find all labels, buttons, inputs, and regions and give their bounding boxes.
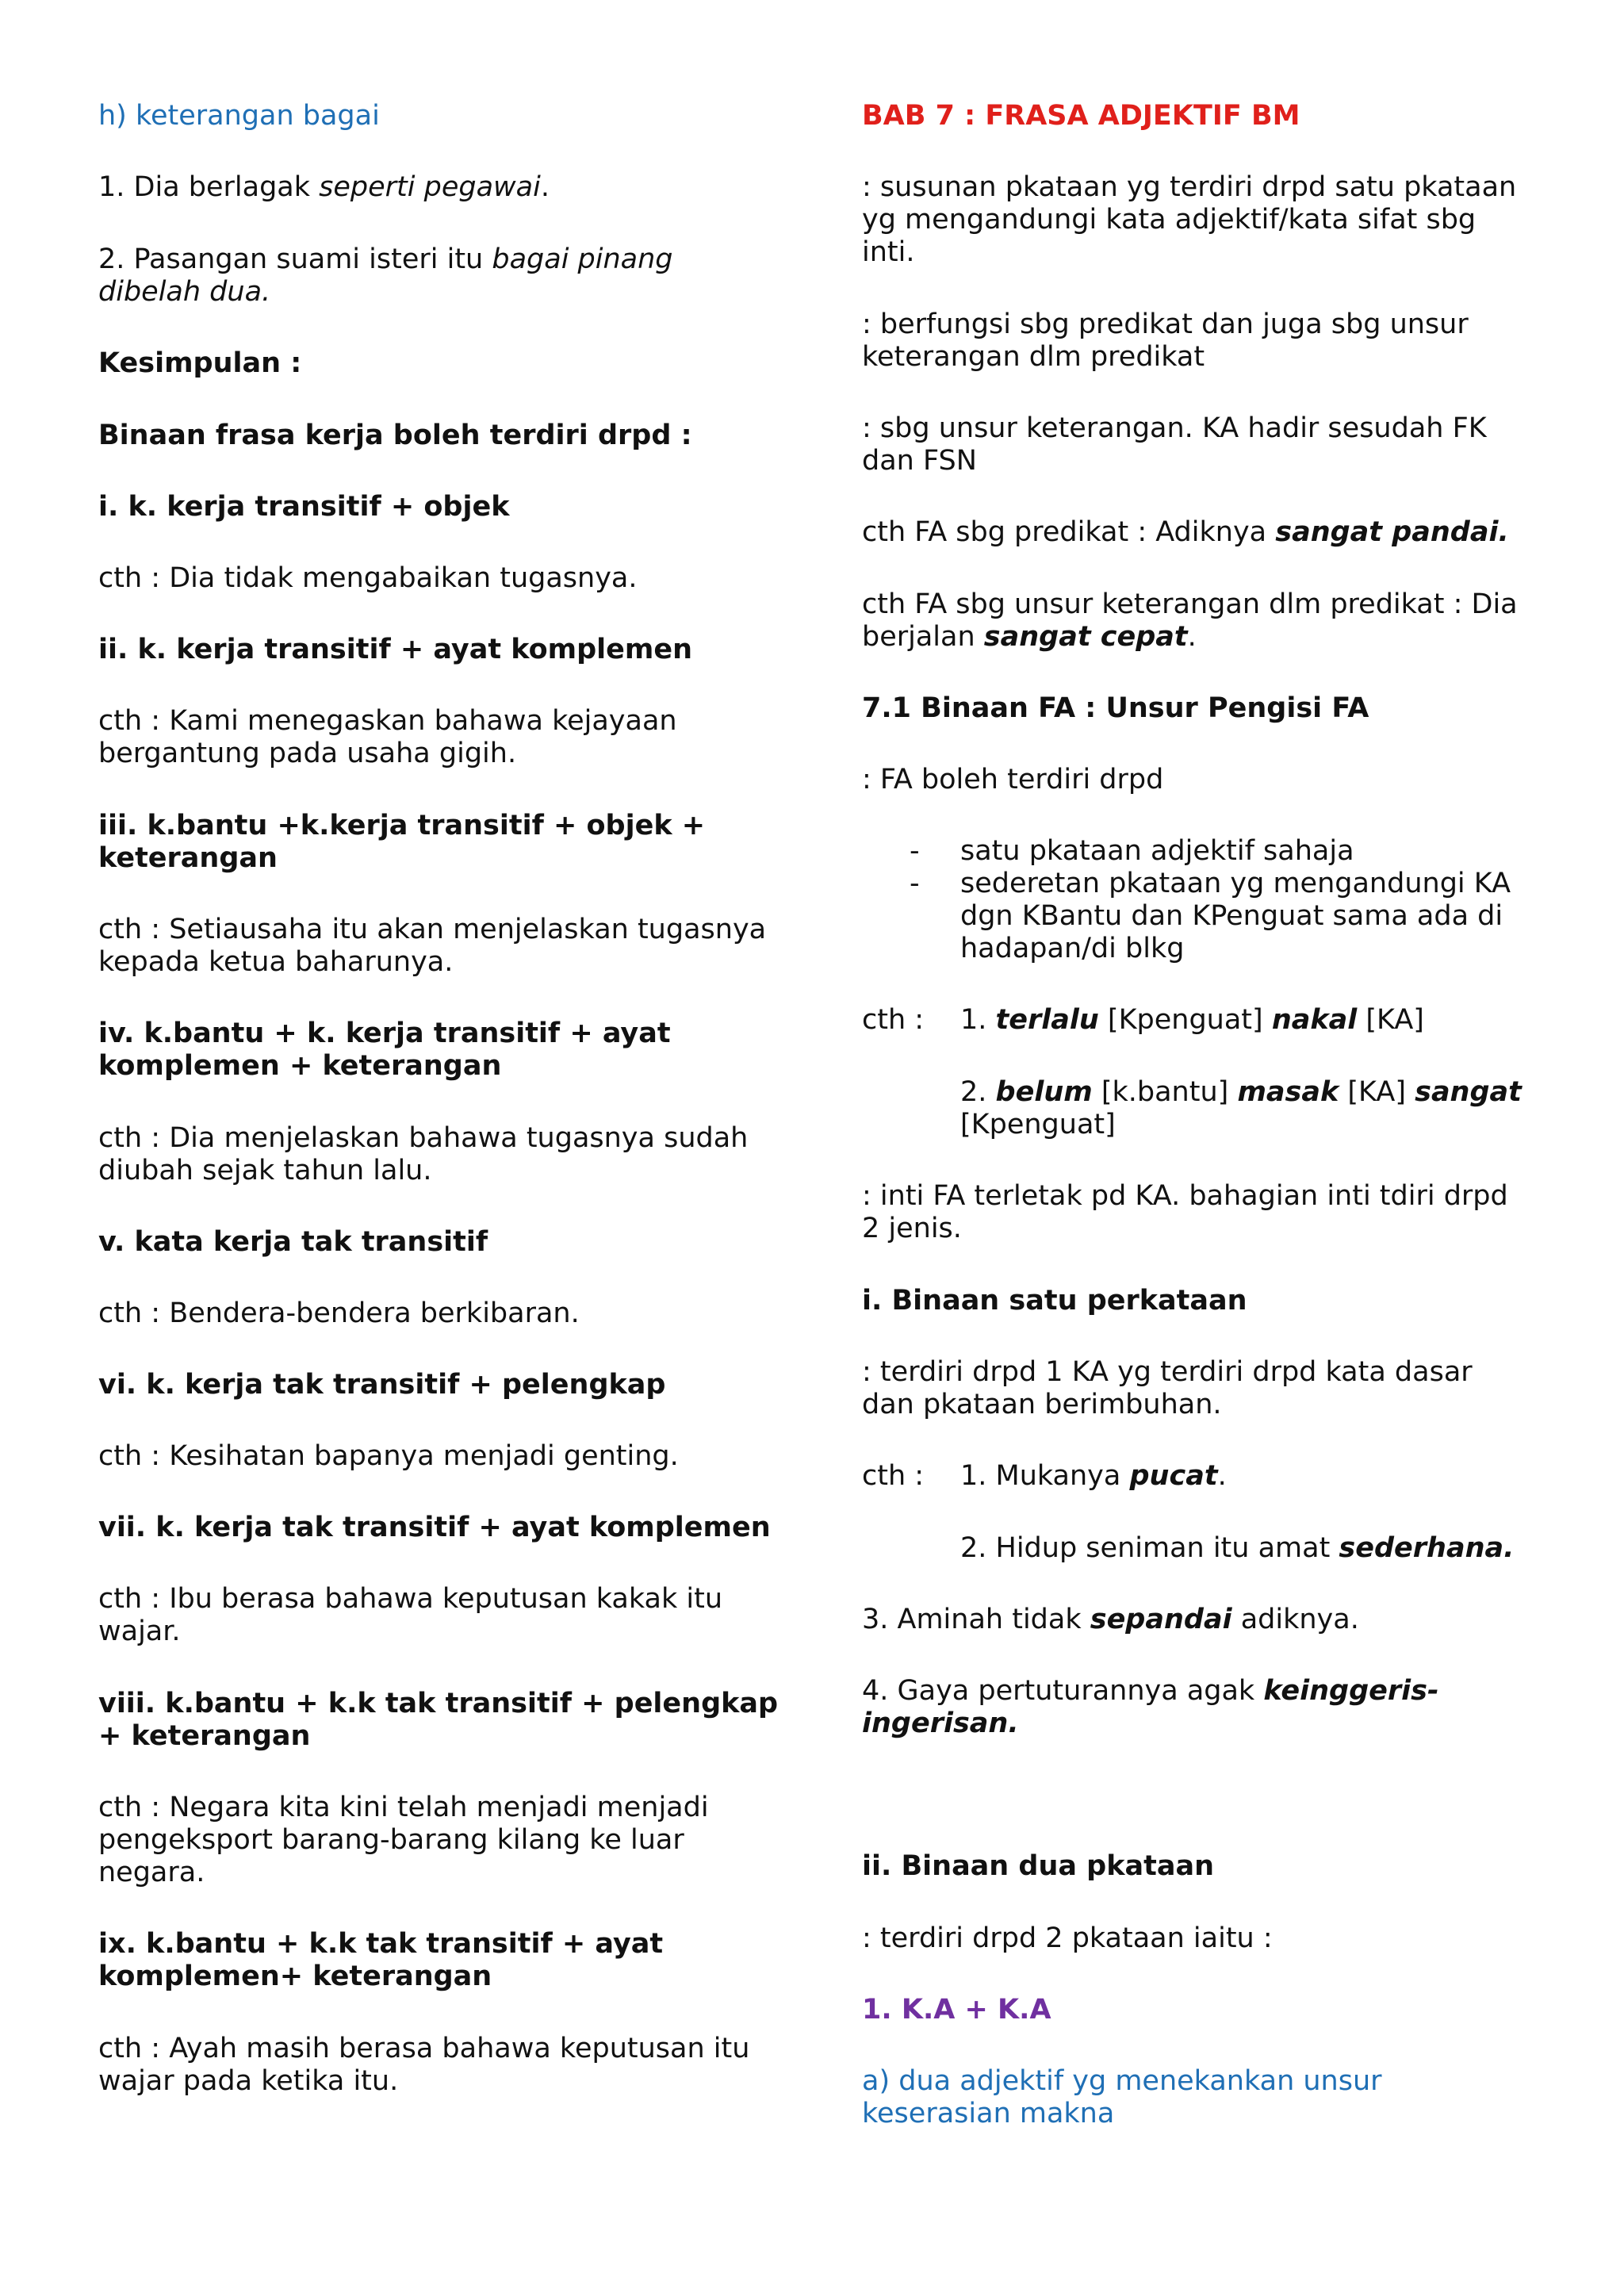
definition-line: dan pkataan berimbuhan. (862, 1389, 1222, 1420)
rule-heading: ix. k.bantu + k.k tak transitif + ayat (98, 1928, 664, 1960)
definition-line: : inti FA terletak pd KA. bahagian inti tdiri drpd (862, 1180, 1508, 1212)
definition-line: : berfungsi sbg predikat dan juga sbg unsur (862, 309, 1469, 340)
section-heading-h: h) keterangan bagai (98, 100, 380, 132)
example-line: cth FA sbg predikat : Adiknya sangat pandai. (862, 516, 1509, 548)
example-line: cth FA sbg unsur keterangan dlm predikat : Dia (862, 588, 1518, 620)
example-line: ingerisan. (862, 1708, 1019, 1739)
pattern-subheading: a) dua adjektif yg menekankan unsur (862, 2065, 1382, 2097)
bullet-item-cont: hadapan/di blkg (960, 933, 1185, 964)
example-line: 1. Mukanya pucat. (960, 1460, 1227, 1492)
bullet-item: - satu pkataan adjektif sahaja (910, 835, 1354, 867)
section-heading-7-1: 7.1 Binaan FA : Unsur Pengisi FA (862, 692, 1369, 724)
rule-heading: iv. k.bantu + k. kerja transitif + ayat (98, 1018, 671, 1049)
example-line: cth : Negara kita kini telah menjadi menjadi (98, 1792, 709, 1823)
pattern-heading: 1. K.A + K.A (862, 1994, 1051, 2026)
definition-line: : terdiri drpd 2 pkataan iaitu : (862, 1922, 1273, 1954)
rule-heading: vii. k. kerja tak transitif + ayat komplemen (98, 1512, 771, 1543)
rule-heading: komplemen + keterangan (98, 1050, 502, 1082)
example-line: cth : Setiausaha itu akan menjelaskan tugasnya (98, 914, 767, 945)
rule-heading: + keterangan (98, 1720, 311, 1752)
example-line: wajar pada ketika itu. (98, 2065, 399, 2097)
example-line: cth : Ayah masih berasa bahawa keputusan itu (98, 2033, 750, 2064)
bullet-item: - sederetan pkataan yg mengandungi KA (910, 868, 1511, 899)
rule-heading: viii. k.bantu + k.k tak transitif + pelengkap (98, 1688, 779, 1719)
example-line: cth : Kesihatan bapanya menjadi genting. (98, 1440, 679, 1472)
example-line: 2. belum [k.bantu] masak [KA] sangat (960, 1076, 1522, 1108)
example-line: pengeksport barang-barang kilang ke luar (98, 1824, 684, 1856)
rule-heading: komplemen+ keterangan (98, 1961, 492, 1992)
rule-heading: vi. k. kerja tak transitif + pelengkap (98, 1369, 666, 1401)
definition-line: : FA boleh terdiri drpd (862, 764, 1164, 795)
dash-bullet: - (910, 835, 920, 867)
example-line: cth : Bendera-bendera berkibaran. (98, 1297, 580, 1329)
rule-heading: i. k. kerja transitif + objek (98, 491, 510, 523)
example-line: diubah sejak tahun lalu. (98, 1155, 432, 1186)
cth-label: cth : (862, 1004, 925, 1036)
definition-line: : sbg unsur keterangan. KA hadir sesudah FK (862, 412, 1487, 444)
pattern-subheading: keserasian makna (862, 2098, 1115, 2129)
rule-heading: ii. k. kerja transitif + ayat komplemen (98, 634, 693, 665)
example-line: 2. Pasangan suami isteri itu bagai pinang (98, 243, 673, 275)
example-line: berjalan sangat cepat. (862, 621, 1197, 653)
heading-binaan: Binaan frasa kerja boleh terdiri drpd : (98, 420, 692, 451)
example-line: wajar. (98, 1616, 181, 1647)
example-line: 4. Gaya pertuturannya agak keinggeris- (862, 1675, 1439, 1707)
example-line: kepada ketua baharunya. (98, 946, 454, 978)
rule-heading: v. kata kerja tak transitif (98, 1226, 488, 1258)
example-line: dibelah dua. (98, 276, 271, 308)
example-line: [Kpenguat] (960, 1109, 1116, 1140)
chapter-title: BAB 7 : FRASA ADJEKTIF BM (862, 100, 1300, 132)
subsection-heading: i. Binaan satu perkataan (862, 1285, 1247, 1317)
dash-bullet: - (910, 868, 920, 899)
example-line: 1. terlalu [Kpenguat] nakal [KA] (960, 1004, 1424, 1036)
example-line: 1. Dia berlagak seperti pegawai. (98, 171, 550, 203)
rule-heading: iii. k.bantu +k.kerja transitif + objek + (98, 810, 706, 841)
bullet-item-cont: dgn KBantu dan KPenguat sama ada di (960, 900, 1503, 932)
example-line: cth : Kami menegaskan bahawa kejayaan (98, 705, 677, 737)
example-line: negara. (98, 1857, 205, 1888)
definition-line: yg mengandungi kata adjektif/kata sifat sbg (862, 204, 1477, 236)
heading-kesimpulan: Kesimpulan : (98, 347, 302, 379)
definition-line: inti. (862, 236, 915, 268)
example-line: cth : Dia tidak mengabaikan tugasnya. (98, 562, 638, 594)
example-line: cth : Ibu berasa bahawa keputusan kakak itu (98, 1583, 723, 1615)
example-line: 2. Hidup seniman itu amat sederhana. (960, 1532, 1515, 1564)
definition-line: 2 jenis. (862, 1213, 962, 1244)
definition-line: dan FSN (862, 445, 977, 477)
definition-line: : susunan pkataan yg terdiri drpd satu pkataan (862, 171, 1517, 203)
example-line: cth : Dia menjelaskan bahawa tugasnya sudah (98, 1122, 749, 1154)
example-line: 3. Aminah tidak sepandai adiknya. (862, 1604, 1359, 1635)
definition-line: keterangan dlm predikat (862, 341, 1205, 373)
rule-heading: keterangan (98, 842, 278, 874)
definition-line: : terdiri drpd 1 KA yg terdiri drpd kata dasar (862, 1356, 1473, 1388)
subsection-heading: ii. Binaan dua pkataan (862, 1850, 1215, 1882)
cth-label: cth : (862, 1460, 925, 1492)
example-line: bergantung pada usaha gigih. (98, 738, 517, 769)
